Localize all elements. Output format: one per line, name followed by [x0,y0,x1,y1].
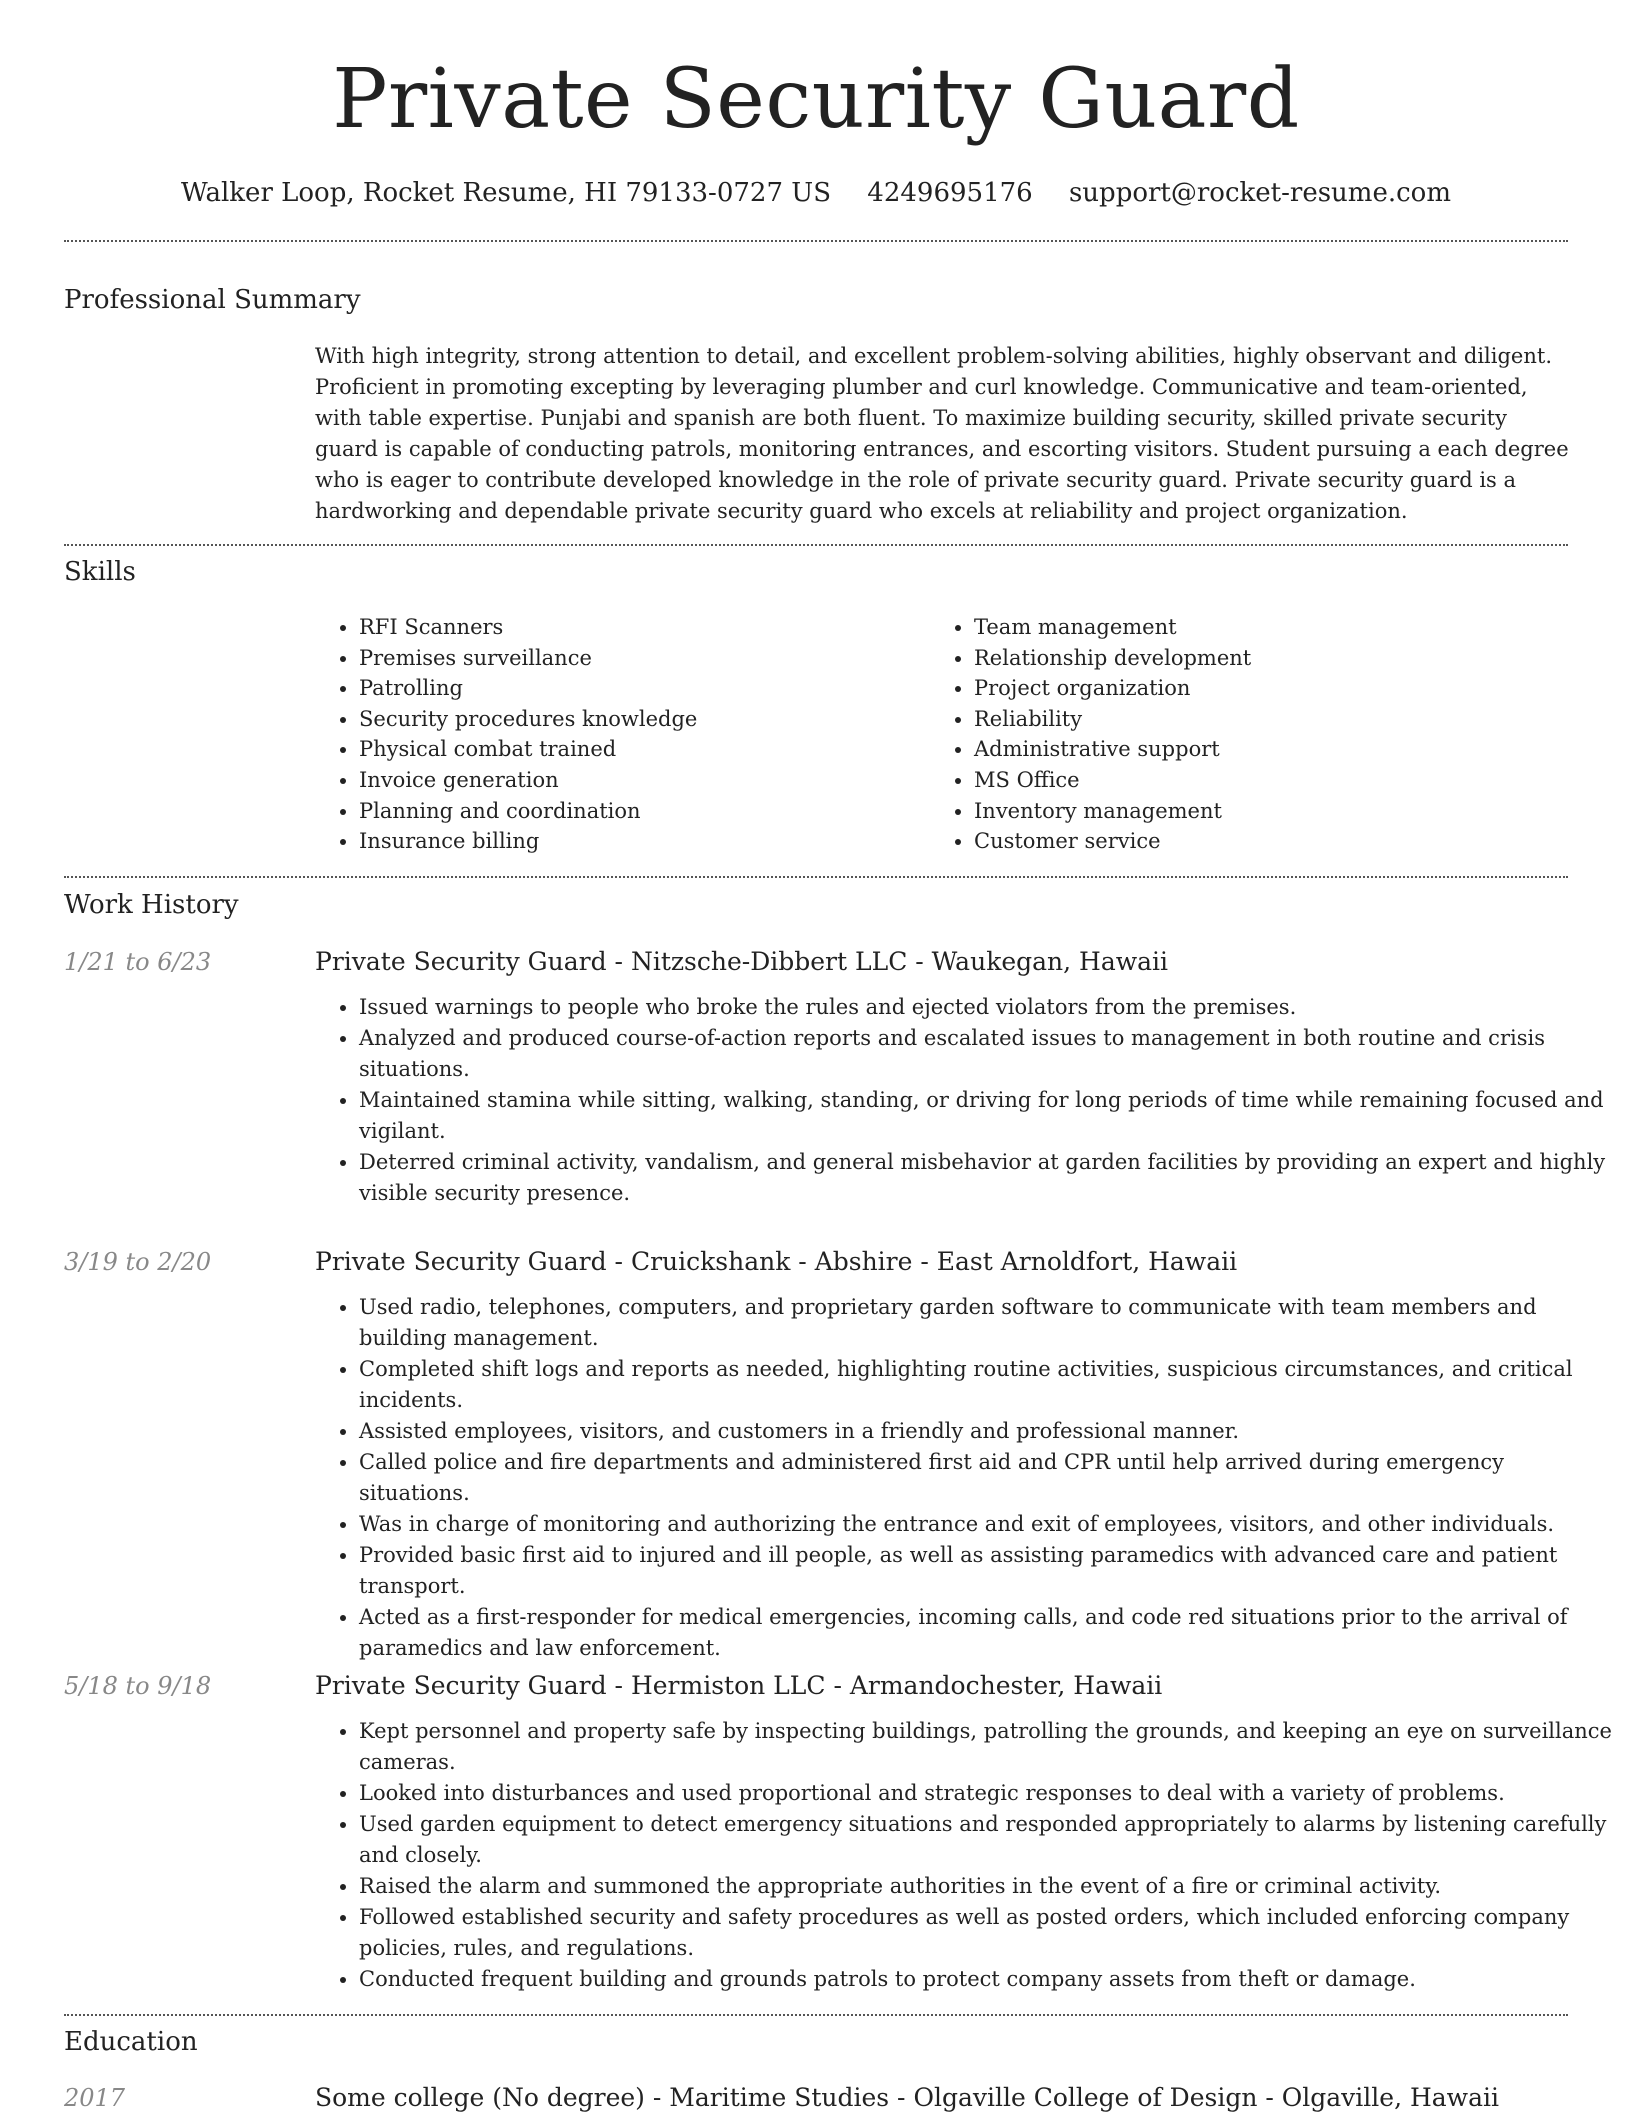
skill-item: • Planning and coordination [359,796,697,827]
job-duty: • Deterred criminal activity, vandalism, and general misbehavior at garden facilities by providing an expert and highly visible security presence. [359,1147,1614,1209]
job-duty: • Used garden equipment to detect emergency situations and responded appropriately to alarms by listening carefully and closely. [359,1809,1614,1871]
summary-heading: Professional Summary [64,285,361,315]
job-duty: • Kept personnel and property safe by inspecting buildings, patrolling the grounds, and keeping an eye on surveillance cameras. [359,1716,1614,1778]
job-date: 1/21 to 6/23 [64,948,212,976]
skill-item: • Customer service [974,826,1251,857]
skill-item: • Administrative support [974,734,1251,765]
candidate-name: Private Security Guard [332,52,1300,147]
job-title: Private Security Guard - Hermiston LLC - Armandochester, Hawaii [315,1671,1163,1700]
skill-item: • Premises surveillance [359,643,697,674]
contact-email: support@rocket-resume.com [1068,178,1451,208]
skill-item: • Team management [974,612,1251,643]
education-heading: Education [64,2027,198,2057]
job-duties [315,1292,1614,1664]
job-duty: • Used radio, telephones, computers, and proprietary garden software to communicate with team members and building management. [359,1292,1614,1354]
education-date: 2017 [64,2084,126,2112]
job-duty: • Raised the alarm and summoned the appropriate authorities in the event of a fire or criminal activity. [359,1871,1614,1902]
job-duty: • Provided basic first aid to injured and ill people, as well as assisting paramedics with advanced care and patient transport. [359,1540,1614,1602]
header-divider [64,240,1568,242]
job-duty: • Assisted employees, visitors, and customers in a friendly and professional manner. [359,1416,1614,1447]
skill-item: • Invoice generation [359,765,697,796]
skill-item: • Security procedures knowledge [359,704,697,735]
job-duty: • Issued warnings to people who broke the rules and ejected violators from the premises. [359,992,1614,1023]
contact-line [0,176,1632,210]
job-title: Private Security Guard - Nitzsche-Dibbert LLC - Waukegan, Hawaii [315,947,1169,976]
skill-item: • Project organization [974,673,1251,704]
job-title: Private Security Guard - Cruickshank - Abshire - East Arnoldfort, Hawaii [315,1247,1238,1276]
skill-item: • Insurance billing [359,826,697,857]
contact-phone: 4249695176 [867,178,1033,208]
job-duty: • Completed shift logs and reports as needed, highlighting routine activities, suspicious circumstances, and critical incidents. [359,1354,1614,1416]
job-duty: • Maintained stamina while sitting, walking, standing, or driving for long periods of time while remaining focused and vigilant. [359,1085,1614,1147]
work-divider [64,2014,1568,2016]
work-history-heading: Work History [64,890,239,920]
skill-item: • Relationship development [974,643,1251,674]
job-duty: • Called police and fire departments and administered first aid and CPR until help arrived during emergency situations. [359,1447,1614,1509]
job-duty: • Looked into disturbances and used proportional and strategic responses to deal with a variety of problems. [359,1778,1614,1809]
contact-address: Walker Loop, Rocket Resume, HI 79133-0727 US [181,178,832,208]
summary-divider [64,544,1568,546]
education-title: Some college (No degree) - Maritime Studies - Olgaville College of Design - Olgaville, Hawaii [315,2083,1499,2112]
skills-list-right [930,612,1251,857]
skill-item: • RFI Scanners [359,612,697,643]
resume-header [0,0,1632,210]
job-duty: • Acted as a first-responder for medical emergencies, incoming calls, and code red situations prior to the arrival of paramedics and law enforcement. [359,1602,1614,1664]
skill-item: • Physical combat trained [359,734,697,765]
job-duty: • Was in charge of monitoring and authorizing the entrance and exit of employees, visitors, and other individuals. [359,1509,1614,1540]
job-duty: • Followed established security and safety procedures as well as posted orders, which included enforcing company policies, rules, and regulations. [359,1902,1614,1964]
job-date: 3/19 to 2/20 [64,1248,212,1276]
summary-text: With high integrity, strong attention to detail, and excellent problem-solving abilities, highly observant and diligent. Proficient in promoting excepting by leveraging plumber and curl knowledge. Communicative and team-oriented, with table expertise. Punjabi and spanish are both fluent. To maximize building security, skilled private security guard is capable of conducting patrols, monitoring entrances, and escorting visitors. Student pursuing a each degree who is eager to contribute developed knowledge in the role of private security guard. Private security guard is a hardworking and dependable private security guard who excels at reliability and project organization. [315,344,1569,523]
skills-list-left [315,612,697,857]
job-duty: • Analyzed and produced course-of-action reports and escalated issues to management in both routine and crisis situations. [359,1023,1614,1085]
skill-item: • Inventory management [974,796,1251,827]
skill-item: • Patrolling [359,673,697,704]
skills-divider [64,876,1568,878]
skill-item: • Reliability [974,704,1251,735]
job-duties [315,992,1614,1209]
job-date: 5/18 to 9/18 [64,1672,212,1700]
skills-heading: Skills [64,557,136,587]
skill-item: • MS Office [974,765,1251,796]
job-duties [315,1716,1614,1995]
job-duty: • Conducted frequent building and grounds patrols to protect company assets from theft or damage. [359,1964,1614,1995]
